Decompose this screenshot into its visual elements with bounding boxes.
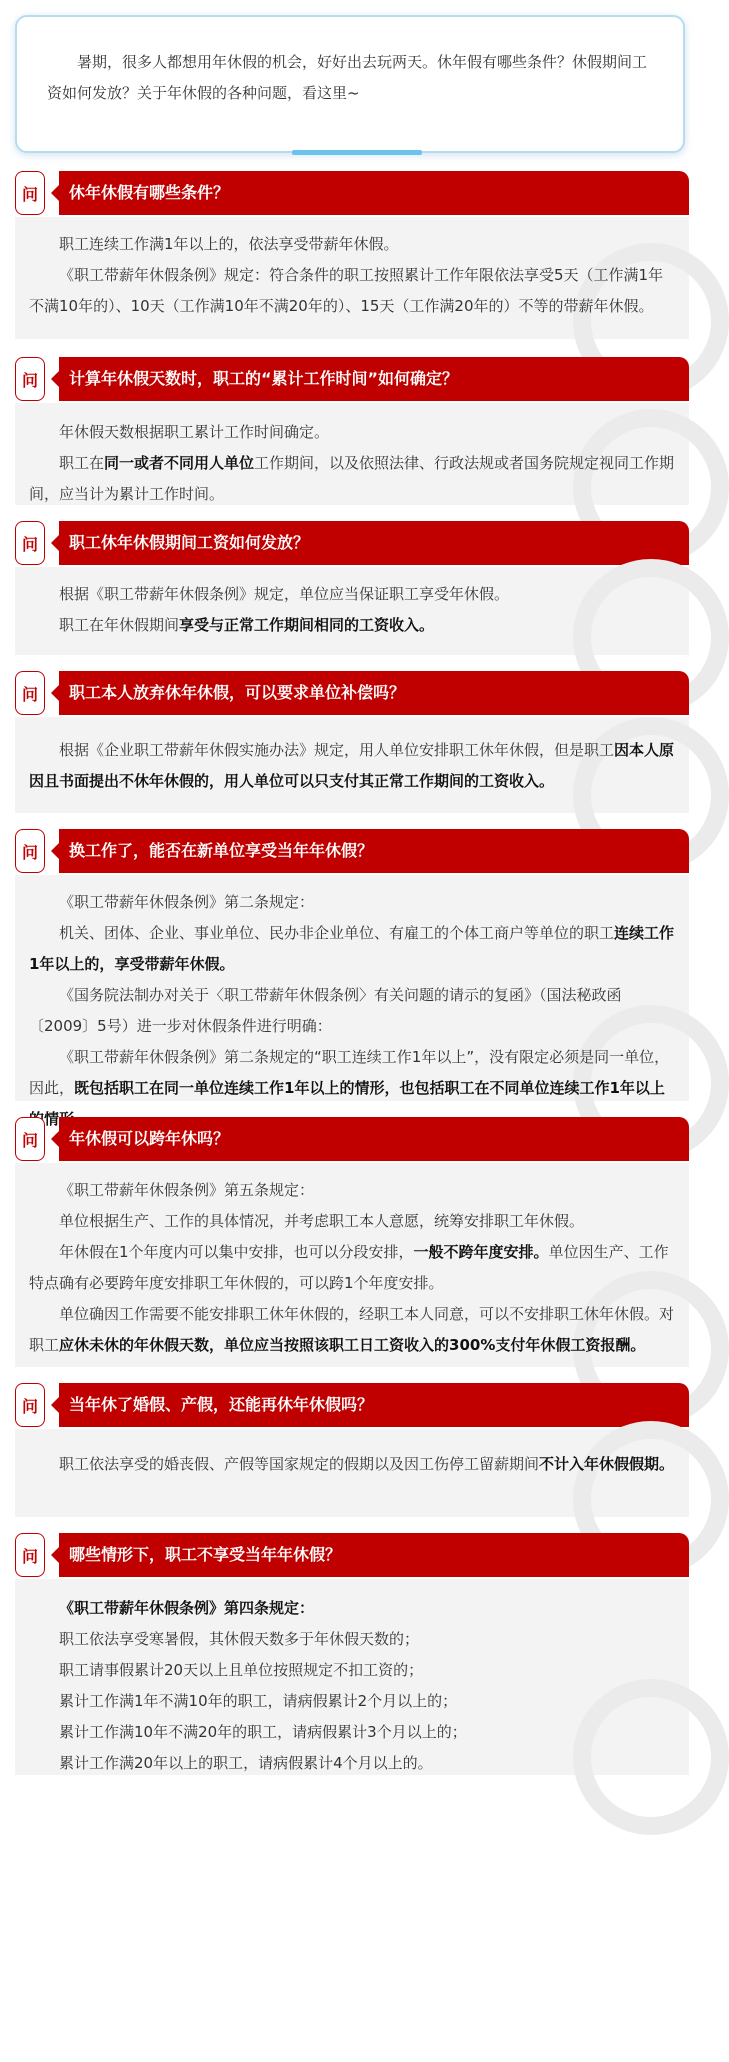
question-icon: 问 (15, 1117, 45, 1161)
answer-text: 《职工带薪年休假条例》第五条规定： (59, 1181, 315, 1199)
answer-text: 累计工作满20年以上的职工，请病假累计4个月以上的。 (59, 1754, 433, 1772)
answer-text: 累计工作满1年不满10年的职工，请病假累计2个月以上的； (59, 1692, 458, 1710)
answer-text: 《国务院法制办对关于〈职工带薪年休假条例〉有关问题的请示的复函》（国法秘政函〔2009〕5号）进一步对休假条件进行明确： (29, 986, 622, 1035)
answer-paragraph (29, 579, 677, 610)
answer-emphasis: 同一或者不同用人单位 (104, 454, 255, 472)
question-row (15, 357, 689, 403)
answer-text: 工作期间，以及依照法律、行政法规或者国务院规定视同工作期间，应当计为累计工作时间。 (29, 454, 675, 503)
question-title: 休年休假有哪些条件？ (59, 171, 689, 215)
qa-section (0, 1117, 704, 1367)
question-icon: 问 (15, 829, 45, 873)
answer-emphasis: 享受与正常工作期间相同的工资收入。 (179, 616, 435, 634)
question-icon: 问 (15, 1383, 45, 1427)
question-row (15, 1533, 689, 1579)
answer-paragraph (29, 1686, 677, 1717)
answer-box (15, 1163, 689, 1367)
answer-paragraph (29, 1624, 677, 1655)
article (0, 15, 704, 1775)
answer-emphasis: 连续工作1年以上的，享受带薪年休假。 (29, 924, 675, 973)
answer-emphasis: 应休未休的年休假天数，单位应当按照该职工日工资收入的300%支付年休假工资报酬。 (59, 1336, 646, 1354)
answer-paragraph (29, 887, 677, 918)
answer-emphasis: 《职工带薪年休假条例》第四条规定： (59, 1599, 315, 1617)
question-row (15, 1383, 689, 1429)
answer-box (15, 875, 689, 1128)
qa-section (0, 671, 704, 813)
question-row (15, 671, 689, 717)
answer-paragraph (29, 229, 677, 260)
answer-text: 年休假在1个年度内可以集中安排，也可以分段安排， (59, 1243, 414, 1261)
answer-text: 职工在 (59, 454, 105, 472)
question-icon: 问 (15, 671, 45, 715)
question-row (15, 171, 689, 217)
answer-paragraph (29, 980, 677, 1042)
answer-text: 《职工带薪年休假条例》第二条规定的“职工连续工作1年以上”，没有限定必须是同一单位，因此， (29, 1048, 670, 1097)
question-row (15, 829, 689, 875)
answer-text: 职工连续工作满1年以上的，依法享受带薪年休假。 (59, 235, 399, 253)
question-title: 换工作了，能否在新单位享受当年年休假？ (59, 829, 689, 873)
answer-emphasis: 因本人原因且书面提出不休年休假的，用人单位可以只支付其正常工作期间的工资收入。 (29, 741, 675, 790)
qa-section (0, 1533, 704, 1775)
answer-paragraph (29, 735, 677, 797)
question-row (15, 521, 689, 567)
answer-text: 单位确因工作需要不能安排职工休年休假的，经职工本人同意，可以不安排职工休年休假。对职工 (29, 1305, 675, 1354)
answer-text: 机关、团体、企业、事业单位、民办非企业单位、有雇工的个体工商户等单位的职工 (59, 924, 615, 942)
answer-paragraph (29, 1717, 677, 1748)
answer-text: 职工在年休假期间 (59, 616, 180, 634)
answer-box (15, 403, 689, 505)
qa-section (0, 1383, 704, 1517)
qa-section (0, 829, 704, 1128)
qa-list (0, 171, 704, 1775)
intro-text: 暑期，很多人都想用年休假的机会，好好出去玩两天。休年假有哪些条件？休假期间工资如何发放？关于年休假的各种问题，看这里~ (47, 53, 648, 102)
answer-text: 职工请事假累计20天以上且单位按照规定不扣工资的； (59, 1661, 424, 1679)
answer-text: 《职工带薪年休假条例》规定：符合条件的职工按照累计工作年限依法享受5天（工作满1年不满10年的）、10天（工作满10年不满20年的）、15天（工作满20年的）不等的带薪年休假。 (29, 266, 664, 315)
question-title: 当年休了婚假、产假，还能再休年休假吗？ (59, 1383, 689, 1427)
answer-paragraph (29, 417, 677, 448)
question-title: 计算年休假天数时，职工的“累计工作时间”如何确定？ (59, 357, 689, 401)
answer-text: 单位根据生产、工作的具体情况，并考虑职工本人意愿，统筹安排职工年休假。 (59, 1212, 585, 1230)
answer-text: 根据《企业职工带薪年休假实施办法》规定，用人单位安排职工休年休假，但是职工 (59, 741, 615, 759)
answer-text: 根据《职工带薪年休假条例》规定，单位应当保证职工享受年休假。 (59, 585, 510, 603)
question-icon: 问 (15, 521, 45, 565)
intro-box (15, 15, 685, 153)
answer-emphasis: 一般不跨年度安排。 (413, 1243, 549, 1261)
answer-box (15, 217, 689, 339)
answer-text: 累计工作满10年不满20年的职工，请病假累计3个月以上的； (59, 1723, 467, 1741)
answer-box (15, 1429, 689, 1517)
answer-emphasis: 不计入年休假假期。 (539, 1455, 675, 1473)
question-row (15, 1117, 689, 1163)
question-icon: 问 (15, 171, 45, 215)
answer-box (15, 567, 689, 655)
answer-paragraph (29, 1748, 677, 1779)
qa-section (0, 357, 704, 505)
answer-box (15, 1579, 689, 1775)
question-title: 职工休年休假期间工资如何发放？ (59, 521, 689, 565)
answer-paragraph (29, 1175, 677, 1206)
answer-paragraph (29, 1206, 677, 1237)
question-title: 年休假可以跨年休吗？ (59, 1117, 689, 1161)
question-icon: 问 (15, 1533, 45, 1577)
qa-section (0, 521, 704, 655)
answer-paragraph (29, 1449, 677, 1480)
question-icon: 问 (15, 357, 45, 401)
qa-section (0, 171, 704, 339)
question-title: 哪些情形下，职工不享受当年年休假？ (59, 1533, 689, 1577)
answer-paragraph (29, 918, 677, 980)
answer-text: 年休假天数根据职工累计工作时间确定。 (59, 423, 330, 441)
answer-paragraph (29, 260, 677, 322)
answer-paragraph (29, 448, 677, 510)
answer-emphasis: 既包括职工在同一单位连续工作1年以上的情形，也包括职工在不同单位连续工作1年以上 情 (44, 1079, 665, 1128)
answer-paragraph (29, 1655, 677, 1686)
answer-box (15, 717, 689, 813)
intro-accent-bar (292, 150, 422, 155)
answer-paragraph (29, 610, 677, 641)
answer-text: 职工依法享受寒暑假，其休假天数多于年休假天数的； (59, 1630, 420, 1648)
question-title: 职工本人放弃休年休假，可以要求单位补偿吗？ (59, 671, 689, 715)
answer-paragraph (29, 1237, 677, 1299)
answer-paragraph (29, 1299, 677, 1361)
answer-paragraph (29, 1593, 677, 1624)
answer-text: 单位因生产、工作特点确有必要跨年度安排职工年休假的，可以跨1个年度安排。 (29, 1243, 669, 1292)
answer-text: 《职工带薪年休假条例》第二条规定： (59, 893, 315, 911)
answer-text: 职工依法享受的婚丧假、产假等国家规定的假期以及因工伤停工留薪期间 (59, 1455, 540, 1473)
